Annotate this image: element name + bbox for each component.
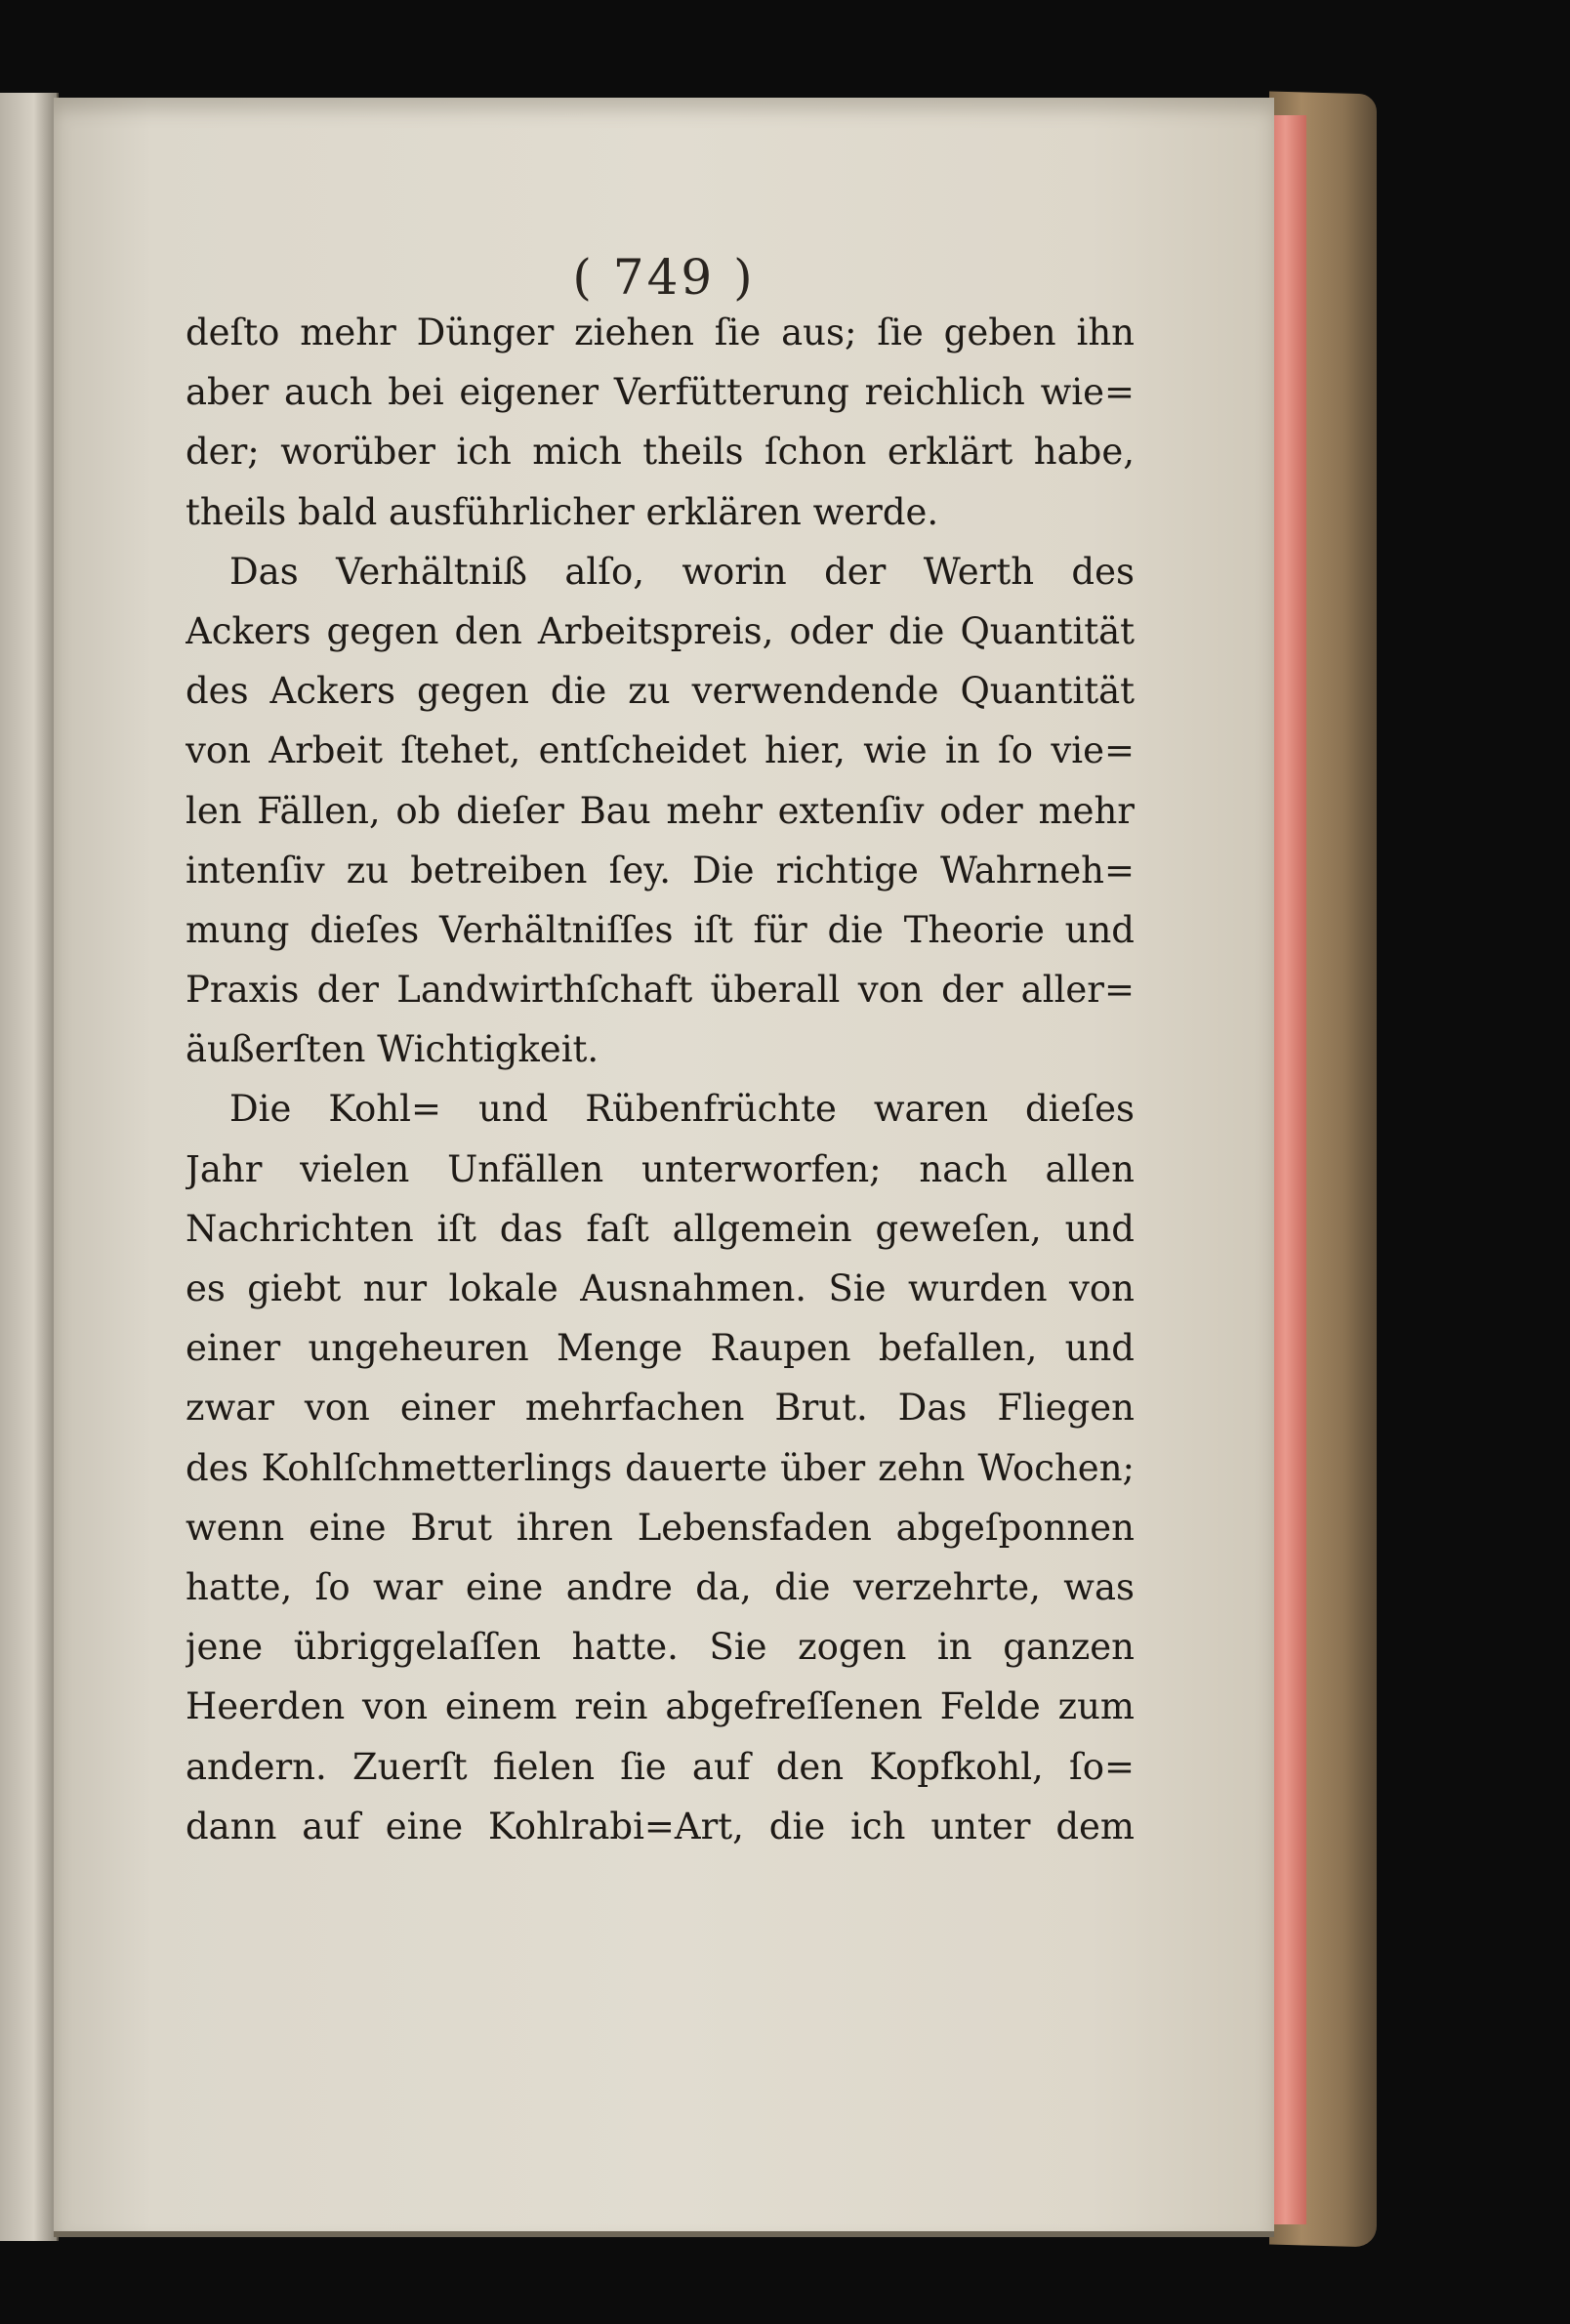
text-line: Ackers gegen den Arbeitspreis, oder die Quantität (186, 609, 1135, 652)
text-line: des Ackers gegen die zu verwendende Quantität (186, 670, 1135, 713)
text-line: jene übriggelaſſen hatte. Sie zogen in ganzen (186, 1626, 1135, 1669)
text-line: Jahr vielen Unfällen unterworfen; nach allen (186, 1147, 1135, 1190)
text-block (186, 303, 1135, 1856)
red-page-edge (1271, 115, 1306, 2224)
facing-page-edge (0, 93, 59, 2241)
text-line: aber auch bei eigener Verfütterung reichlich wie= (186, 371, 1135, 414)
text-line: Heerden von einem rein abgefreſſenen Felde zum (186, 1685, 1135, 1728)
text-line: einer ungeheuren Menge Raupen befallen, und (186, 1327, 1135, 1370)
text-line: Nachrichten iſt das faſt allgemein geweſen, und (186, 1207, 1135, 1250)
text-line: von Arbeit ſtehet, entſcheidet hier, wie in ſo vie= (186, 729, 1135, 772)
text-line: mung dieſes Verhältniſſes iſt für die Theorie und (186, 908, 1135, 951)
text-line: andern. Zuerſt fielen ſie auf den Kopfkohl, ſo= (186, 1745, 1135, 1788)
text-line: der; worüber ich mich theils ſchon erklärt habe, (186, 431, 1135, 474)
text-line: dann auf eine Kohlrabi=Art, die ich unter dem (186, 1805, 1135, 1847)
text-line: äußerſten Wichtigkeit. (186, 1028, 599, 1071)
text-line: es giebt nur lokale Ausnahmen. Sie wurden von (186, 1267, 1135, 1309)
text-line: zwar von einer mehrfachen Brut. Das Fliegen (186, 1387, 1135, 1430)
text-line: des Kohlſchmetterlings dauerte über zehn Wochen; (186, 1446, 1135, 1489)
text-line: hatte, ſo war eine andre da, die verzehrte, was (186, 1565, 1135, 1608)
book-page (54, 98, 1274, 2237)
paragraph-start-line: Die Kohl= und Rübenfrüchte waren dieſes (229, 1088, 1135, 1131)
text-line: theils bald ausführlicher erklären werde. (186, 490, 939, 533)
paragraph-start-line: Das Verhältniß alſo, worin der Werth des (229, 550, 1135, 593)
page-number: ( 749 ) (572, 249, 756, 306)
text-line: Praxis der Landwirthſchaft überall von der aller= (186, 969, 1135, 1012)
text-line: len Fällen, ob dieſer Bau mehr extenſiv oder mehr (186, 789, 1135, 832)
text-line: deſto mehr Dünger ziehen ſie aus; ſie geben ihn (186, 311, 1135, 353)
text-line: wenn eine Brut ihren Lebensfaden abgeſponnen (186, 1506, 1135, 1549)
text-line: intenſiv zu betreiben ſey. Die richtige Wahrneh= (186, 849, 1135, 892)
